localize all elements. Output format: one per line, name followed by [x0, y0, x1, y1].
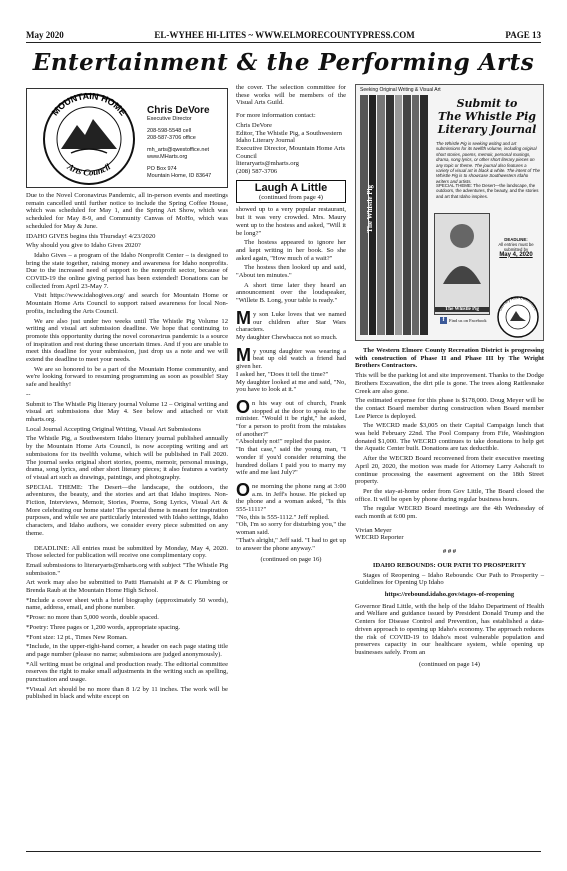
- seal-text: Literary Arts Committee: [497, 295, 539, 312]
- col1-para: *Include, in the upper-right-hand corner, a header on each page stating title and page number (please no name; submissions are judged anonymously).: [26, 643, 228, 658]
- wecrd-para-2: The estimated expense for this phase is $178,000. Doug Meyer will be the contact Board member during construction when Board member Lee Pierce is deployed.: [355, 397, 544, 420]
- col1-para: *Font size: 12 pt., Times New Roman.: [26, 633, 128, 641]
- literary-arts-seal-icon: [496, 295, 540, 339]
- col1-para: DEADLINE: All entries must be submitted by Monday, May 4, 2020. Those selected for publication will receive one complimentary copy.: [26, 544, 228, 560]
- masthead: EL-WYHEE HI-LITES ~ WWW.ELMORECOUNTYPRESS.COM: [154, 30, 415, 40]
- joke1-line-1: The hostess appeared to ignore her and kept writing in her book. So she asked again, "How much of a wait?": [236, 239, 346, 262]
- contact-city: Mountain Home, ID 83647: [147, 173, 212, 179]
- laugh-continued-from: (continued from page 4): [259, 193, 323, 201]
- wecrd-para-3: The WECRD made $3,005 on their Capital Campaign lunch that was held February 22nd. The Pool Company from Fife, Washington donated $1,000. The WECRD continues to take donations to help get the Aquatic Center built. Donations are tax deductible.: [355, 422, 544, 453]
- mini-cover-title: The Whistle Pig: [435, 307, 489, 312]
- wecrd-para-4: After the WECRD Board reconvened from their executive meeting April 20, 2020, the motion was made for Attorney Larry Ashcraft to continue processing the easement agreement on the 18th Street property.: [355, 455, 544, 486]
- col1-para: *Include a cover sheet with a brief biography (approximately 50 words), name, address, email, and phone number.: [26, 596, 228, 612]
- issue-date: May 2020: [26, 30, 64, 40]
- ad-tagline: Seeking Original Writing & Visual Art: [360, 87, 441, 93]
- col1-para: *Visual Art should be no more than 8 1/2 by 11 inches. The work will be published in black and white except on: [26, 685, 228, 701]
- col2-continued: (continued on page 16): [260, 556, 322, 564]
- contact-box: PO Box 974: [147, 166, 177, 172]
- joke4-dropcap: O: [236, 396, 251, 417]
- joke1-line-2: The hostess then looked up and said, "About ten minutes.": [236, 264, 346, 280]
- ad-title-3: Literary Journal: [437, 123, 537, 136]
- column-laugh-a-little: [236, 84, 346, 564]
- page-number: PAGE 13: [505, 30, 541, 40]
- col1-para: Art work may also be submitted to Patti Hamaishi at P & C Plumbing or Brenda Raub at the Mountain Home High School.: [26, 579, 228, 595]
- section-title: Entertainment & the Performing Arts: [32, 49, 535, 76]
- svg-text:Arts Council: [65, 161, 113, 178]
- wecrd-para-1: This will be the parking lot and site improvement. Thanks to the Dodge Brothers Excavation, the dirt pile is gone. The trees along Rattlesnake Creek are also gone.: [355, 372, 544, 395]
- page-header: [26, 24, 541, 40]
- col3-continued: (continued on page 14): [419, 660, 480, 668]
- joke4: On his way out of church, Frank stopped at the door to speak to the minister. "Would it be right," he asked, "for a person to profit from the mistakes of another?" "Absolutely not!" replied the pastor. "In that case," said the young man, "I wonder if you'd consider returning the hundred dollars I paid you to marry my wife and me last July?": [236, 396, 346, 477]
- col1-para: We are so honored to be a part of the Mountain Home community, and we're looking forward to resuming programming as soon as possible! Stay safe and healthy!: [26, 365, 228, 389]
- col1-para: Due to the Novel Coronavirus Pandemic, all in-person events and meetings remain cancelled until further notice to include the Spring Coffee House, which was scheduled for May 1, and the Spring Art Show, which was scheduled for May 8-9, and Community Canvas of MoHo, which was scheduled for May & June.: [26, 192, 228, 230]
- col2-para-1: For more information contact:: [236, 112, 316, 120]
- col1-para: Email submissions to literaryarts@mharts.org with subject "The Whistle Pig submission.": [26, 561, 228, 577]
- deadline-note: All entries must be submitted by: [498, 242, 534, 253]
- contact-name: Chris DeVore: [147, 105, 210, 116]
- whistle-pig-ad: [355, 84, 544, 341]
- contact-role: Executive Director: [147, 116, 192, 122]
- ad-body: The Whistle Pig is seeking writing and art submissions for its twelfth volume, including original short stories, poems, memoir, personal musings, drama, song lyrics, or other short literary pieces on any topic or theme. The journal also features a variety of visual art in black & white. The intent of The Whistle Pig is to showcase Southwestern Idaho writers and artists.: [436, 141, 540, 184]
- deadline-date: May 4, 2020: [499, 251, 533, 258]
- idaho-rebounds-body: Governor Brad Little, with the help of the Idaho Department of Health and Welfare and guidance issued by President Donald Trump and the Centers for Disease Control and Prevention, has established a data-driven approach to opening up Idaho's economy. The approach reduces the risk of COVID-19 to Idaho's most vulnerable population and preserves capacity in our healthcare system, while opening up businesses safely. From an: [355, 602, 544, 656]
- joke1-line-0: showed up to a very popular restaurant, but it was very crowded. Mrs. Maury went up to the hostess and asked, "Will it be long?": [236, 206, 346, 237]
- col1-para: Visit https://www.idahogives.org/ and search for Mountain Home or Mountain Home Arts Council to support raised awareness for local Non-profits, including the Arts Council.: [26, 292, 228, 315]
- seal-top-text: MOUNTAIN HOME: [49, 91, 129, 118]
- col1-para: IDAHO GIVES begins this Thursday! 4/23/2020: [26, 232, 156, 240]
- col1-para: Idaho Gives – a program of the Idaho Nonprofit Center – is designed to bring the state together, raising money and awareness for Idaho nonprofits. Due to the increased need of support to the nonprofit sector, because of COVID-19 the online giving period has been extended! Donations can be collected from April 23-May 7.: [26, 251, 228, 290]
- facebook-label: Find us on Facebook: [449, 318, 487, 323]
- laugh-a-little-box: [236, 180, 346, 204]
- joke5: One morning the phone rang at 3:00 a.m. in Jeff's house. He picked up the phone and a woman asked, "Is this 555-1111?" "No, this is 555-1112." Jeff replied. "Oh, I'm so sorry for disturbing you," the woman said. "That's alright," Jeff said. "I had to get up to answer the phone anyway.": [236, 479, 346, 552]
- spine-label: The Whistle Pig: [366, 185, 374, 233]
- col1-para: The Whistle Pig, a Southwestern Idaho literary journal published annually by the Mountain Home Arts Council, is now accepting writing and art submissions for its twelfth volume, which will be published in Fall 2020. The journal seeks original short stories, poems, memoir, personal musings, drama, song lyrics, and other short literary pieces; it also features a variety of visual art such as drawings, paintings, and photography.: [26, 435, 228, 481]
- idaho-rebounds-heading: IDAHO REBOUNDS: OUR PATH TO PROSPERITY: [372, 561, 527, 569]
- deadline-label: DEADLINE:: [504, 237, 528, 242]
- joke1-line-3: A short time later they heard an announcement over the loudspeaker, "Willete B. Long, your table is ready.": [236, 281, 346, 305]
- facebook-badge[interactable]: [440, 317, 487, 324]
- col1-para: SPECIAL THEME: The Desert—the landscape, the outdoors, the adventures, the beauty, and the stories and art that Idaho inspires. Non-Fiction, Interviews, Memoir, Stories, Poems, Song Lyrics, Visual Art & More celebrating our home state! The special theme is meant for inspiration purposes, and while we are particularly interested with Idaho settings, Idaho characters, and Idaho authors, we consider every piece submitted on any theme.: [26, 483, 228, 537]
- col2-para-2: Chris DeVore Editor, The Whistle Pig, a Southwestern Idaho Literary Journal Executive Director, Mountain Home Arts Council literaryarts@mharts.org (208) 587-3706: [236, 121, 346, 176]
- joke5-dropcap: O: [236, 479, 251, 500]
- col1-para: *All writing must be original and production ready. The editorial committee reserves the right to make small adjustments in the writing such as spelling, punctuation and usage.: [26, 660, 228, 684]
- col1-para: Submit to The Whistle Pig literary journal Volume 12 – Original writing and visual art submissions due May 4. See below and attached or visit mharts.org.: [26, 400, 228, 423]
- col1-para: *Poetry: Three pages or 1,200 words, appropriate spacing.: [26, 623, 181, 631]
- footer-rule: [26, 851, 541, 852]
- facebook-icon: f: [440, 317, 447, 324]
- ad-theme: SPECIAL THEME: The Desert—the landscape, the outdoors, the adventures, the beauty, and the stories and art that Idaho inspires.: [436, 183, 539, 199]
- idaho-rebounds-sub: Stages of Reopening – Idaho Rebounds: Our Path to Prosperity – Guidelines for Opening Up Idaho: [355, 571, 544, 587]
- col1-para: *Prose: no more than 5,000 words, double spaced.: [26, 614, 159, 622]
- joke2-dropcap: M: [236, 307, 251, 328]
- wecrd-para-6: The regular WECRD Board meetings are the 4th Wednesday of each month at 6:00 pm.: [355, 505, 544, 521]
- joke3-dropcap: M: [236, 344, 251, 365]
- column-wecrd: [355, 347, 544, 668]
- arts-council-ad: [26, 88, 228, 188]
- ad-title-1: Submit to: [456, 97, 518, 110]
- laugh-title: Laugh A Little: [254, 181, 328, 194]
- wecrd-signature: Vivian Meyer WECRD Reporter: [355, 526, 404, 542]
- end-marks: # # #: [442, 548, 457, 556]
- contact-office: 208-587-3706 office: [147, 135, 196, 141]
- joke3: My young daughter was wearing a beat up old watch a friend had given her. I asked her, "Does it tell the time?" My daughter looked at me and said, "No, you have to look at it.": [236, 344, 346, 394]
- col1-para: We are also just under two weeks until The Whistle Pig Volume 12 writing and visual art submission deadline. We hope that continuing to promote this opportunity during the novel coronavirus pandemic is a source of inspiration and rest during these uncertain times. And if you are unable to meet this deadline for your submission, just drop us a note and we will extend the deadline to meet your needs.: [26, 317, 228, 364]
- wecrd-para-0: The Western Elmore County Recreation District is progressing with construction of Phase II and Phase III by The Wright Brothers Contractors.: [355, 347, 544, 370]
- col1-para: [26, 540, 228, 543]
- ad-title-2: The Whistle Pig: [438, 110, 536, 123]
- col1-para: Why should you give to Idaho Gives 2020?: [26, 242, 141, 250]
- wecrd-para-5: Per the stay-at-home order from Gov Little, The Board closed the office. It will be open by phone during regular business hours.: [355, 487, 544, 503]
- col1-para: --: [26, 390, 31, 398]
- seal-bottom-text: Arts Council: [65, 161, 113, 178]
- woman-portrait-image: [434, 213, 490, 315]
- joke2: My son Luke loves that we named our children after Star Wars characters. My daughter Chewbacca not so much.: [236, 307, 346, 341]
- contact-web: www.MHarts.org: [147, 154, 188, 160]
- contact-email: mh_arts@qwestoffice.net: [147, 147, 210, 153]
- contact-cell: 208-598-5548 cell: [147, 128, 192, 134]
- col2-para-0: the cover. The selection committee for these works will be members of the Visual Arts Guild.: [236, 84, 346, 107]
- arts-council-seal-icon: [31, 91, 147, 187]
- column-arts-council: [26, 192, 228, 703]
- col1-para: Local Journal Accepting Original Writing, Visual Art Submissions: [26, 425, 201, 433]
- header-rule: [26, 42, 541, 43]
- rebound-url-link[interactable]: https://rebound.idaho.gov/stages-of-reopening: [384, 590, 515, 598]
